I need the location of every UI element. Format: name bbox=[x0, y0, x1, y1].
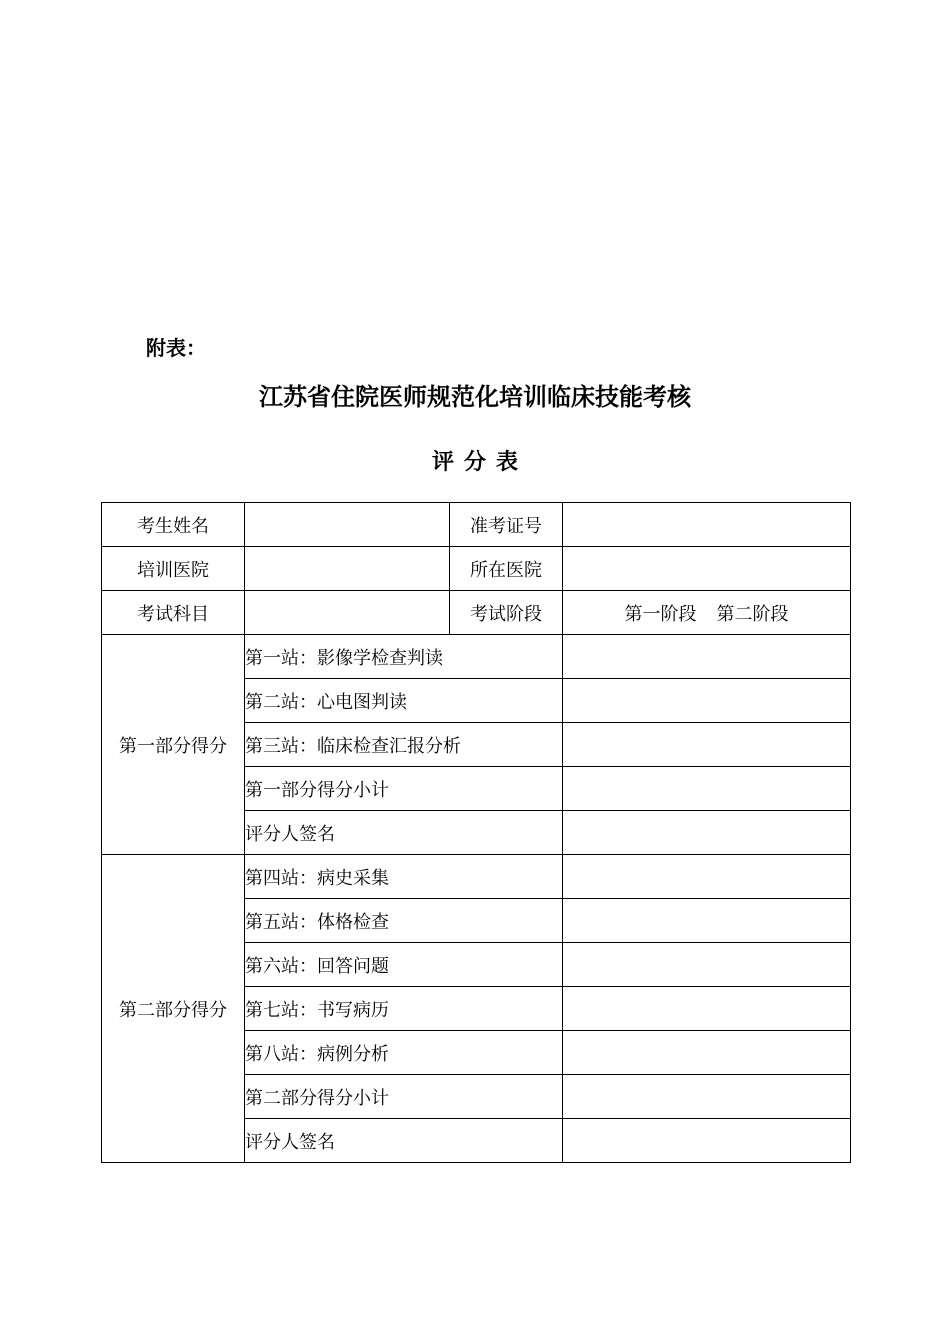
exam-number-field[interactable] bbox=[563, 503, 851, 547]
current-hospital-label: 所在医院 bbox=[450, 547, 563, 591]
part1-label: 第一部分得分 bbox=[102, 635, 245, 855]
score-field[interactable] bbox=[563, 855, 851, 899]
score-table bbox=[101, 502, 851, 1163]
part1-item-subtotal: 第一部分得分小计 bbox=[245, 767, 563, 811]
part2-item-station5: 第五站：体格检查 bbox=[245, 899, 563, 943]
part1-item-station1: 第一站：影像学检查判读 bbox=[245, 635, 563, 679]
page-title: 江苏省住院医师规范化培训临床技能考核 bbox=[259, 383, 691, 411]
part1-item-station2: 第二站：心电图判读 bbox=[245, 679, 563, 723]
exam-stage-field[interactable] bbox=[563, 591, 851, 635]
exam-number-label: 准考证号 bbox=[450, 503, 563, 547]
info-row-candidate-name bbox=[102, 503, 851, 547]
part2-label: 第二部分得分 bbox=[102, 855, 245, 1163]
attachment-label: 附表： bbox=[146, 336, 206, 360]
part2-item-signature: 评分人签名 bbox=[245, 1119, 563, 1163]
stage-option-first[interactable]: 第一阶段 bbox=[624, 603, 697, 625]
part2-item-station7: 第七站：书写病历 bbox=[245, 987, 563, 1031]
score-field[interactable] bbox=[563, 1031, 851, 1075]
score-field[interactable] bbox=[563, 723, 851, 767]
score-field[interactable] bbox=[563, 899, 851, 943]
candidate-name-field[interactable] bbox=[245, 503, 450, 547]
current-hospital-field[interactable] bbox=[563, 547, 851, 591]
page-subtitle: 评分表 bbox=[431, 450, 528, 475]
score-field[interactable] bbox=[563, 767, 851, 811]
table-row bbox=[102, 635, 851, 679]
training-hospital-field[interactable] bbox=[245, 547, 450, 591]
score-field[interactable] bbox=[563, 943, 851, 987]
table-row bbox=[102, 855, 851, 899]
score-field[interactable] bbox=[563, 635, 851, 679]
part2-item-station4: 第四站：病史采集 bbox=[245, 855, 563, 899]
part1-item-station3: 第三站：临床检查汇报分析 bbox=[245, 723, 563, 767]
info-row-exam-subject bbox=[102, 591, 851, 635]
signature-field[interactable] bbox=[563, 811, 851, 855]
score-field[interactable] bbox=[563, 679, 851, 723]
exam-subject-label: 考试科目 bbox=[102, 591, 245, 635]
candidate-name-label: 考生姓名 bbox=[102, 503, 245, 547]
exam-subject-field[interactable] bbox=[245, 591, 450, 635]
exam-stage-label: 考试阶段 bbox=[450, 591, 563, 635]
stage-option-second[interactable]: 第二阶段 bbox=[716, 603, 789, 625]
part2-item-station8: 第八站：病例分析 bbox=[245, 1031, 563, 1075]
part1-item-signature: 评分人签名 bbox=[245, 811, 563, 855]
part2-item-station6: 第六站：回答问题 bbox=[245, 943, 563, 987]
score-field[interactable] bbox=[563, 1075, 851, 1119]
info-row-training-hospital bbox=[102, 547, 851, 591]
part2-item-subtotal: 第二部分得分小计 bbox=[245, 1075, 563, 1119]
signature-field[interactable] bbox=[563, 1119, 851, 1163]
training-hospital-label: 培训医院 bbox=[102, 547, 245, 591]
score-field[interactable] bbox=[563, 987, 851, 1031]
